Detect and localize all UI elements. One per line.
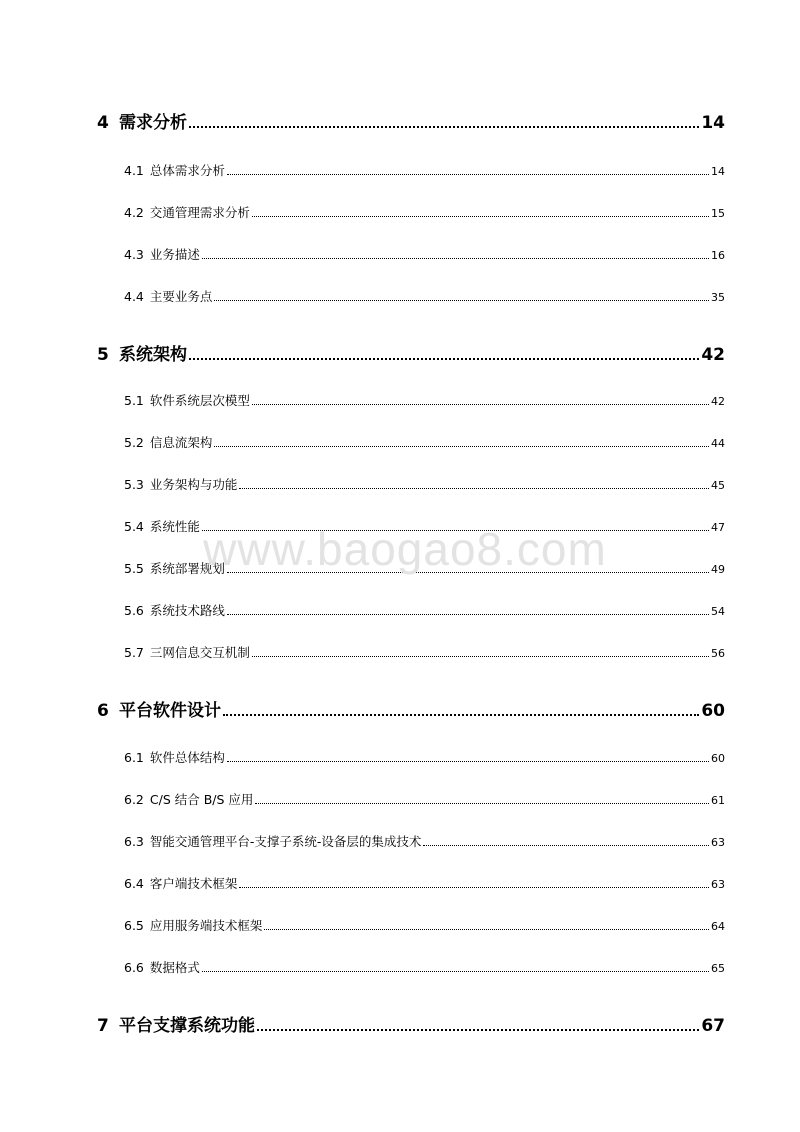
toc-entry-title: 软件总体结构 xyxy=(149,750,225,765)
toc-entry-title: 三网信息交互机制 xyxy=(149,645,250,660)
toc-entry-page-number: 60 xyxy=(701,701,725,721)
dot-leader xyxy=(227,572,709,573)
toc-entry-page-number: 64 xyxy=(711,920,725,933)
dot-leader xyxy=(257,1029,699,1031)
toc-section-entry[interactable] xyxy=(124,874,725,892)
toc-section-entry[interactable] xyxy=(124,433,725,451)
toc-entry-number: 6.4 xyxy=(124,876,144,891)
toc-entry-number: 6.3 xyxy=(124,834,144,849)
toc-section-entry[interactable] xyxy=(124,790,725,808)
toc-section-entry[interactable] xyxy=(124,643,725,661)
toc-entry-title: 业务描述 xyxy=(149,247,200,262)
toc-entry-title: 总体需求分析 xyxy=(149,163,225,178)
toc-entry-title: 系统部署规划 xyxy=(149,561,225,576)
toc-section-entry[interactable] xyxy=(124,203,725,221)
toc-entry-title: 数据格式 xyxy=(149,960,200,975)
toc-entry-number: 7 xyxy=(97,1016,109,1036)
toc-entry-page-number: 61 xyxy=(711,794,725,807)
toc-entry-title: 系统技术路线 xyxy=(149,603,225,618)
toc-section-entry[interactable] xyxy=(124,391,725,409)
toc-section-entry[interactable] xyxy=(124,475,725,493)
toc-entry-title: 系统性能 xyxy=(149,519,200,534)
dot-leader xyxy=(189,358,699,360)
dot-leader xyxy=(252,216,709,217)
toc-entry-number: 6.1 xyxy=(124,750,144,765)
toc-entry-title: 需求分析 xyxy=(119,113,187,133)
watermark: www.baogao8.com xyxy=(203,523,607,575)
toc-entry-page-number: 45 xyxy=(711,479,725,492)
toc-entry-title: 软件系统层次模型 xyxy=(149,393,250,408)
toc-entry-title: C/S 结合 B/S 应用 xyxy=(149,792,254,807)
toc-chapter-entry[interactable] xyxy=(97,340,725,365)
toc-section-entry[interactable] xyxy=(124,287,725,305)
toc-entry-title: 智能交通管理平台-支撑子系统-设备层的集成技术 xyxy=(149,834,422,849)
toc-section-entry[interactable] xyxy=(124,832,725,850)
dot-leader xyxy=(227,174,709,175)
toc-entry-page-number: 60 xyxy=(711,752,725,765)
toc-entry-number: 4 xyxy=(97,113,109,133)
toc-section-entry[interactable] xyxy=(124,601,725,619)
toc-entry-page-number: 67 xyxy=(701,1016,725,1036)
dot-leader xyxy=(264,929,709,930)
toc-entry-number: 6.5 xyxy=(124,918,144,933)
dot-leader xyxy=(202,971,709,972)
toc-entry-title: 应用服务端技术框架 xyxy=(149,918,263,933)
toc-entry-number: 4.4 xyxy=(124,289,144,304)
dot-leader xyxy=(423,845,709,846)
toc-entry-title: 交通管理需求分析 xyxy=(149,205,250,220)
toc-entry-page-number: 56 xyxy=(711,647,725,660)
toc-entry-number: 5 xyxy=(97,345,109,365)
toc-entry-number: 6 xyxy=(97,701,109,721)
toc-entry-page-number: 49 xyxy=(711,563,725,576)
toc-entry-page-number: 65 xyxy=(711,962,725,975)
toc-entry-number: 5.7 xyxy=(124,645,144,660)
toc-entry-page-number: 16 xyxy=(711,249,725,262)
toc-entry-page-number: 15 xyxy=(711,207,725,220)
toc-entry-number: 5.4 xyxy=(124,519,144,534)
toc-entry-title: 平台支撑系统功能 xyxy=(119,1016,255,1036)
dot-leader xyxy=(223,714,699,716)
toc-entry-page-number: 14 xyxy=(701,113,725,133)
dot-leader xyxy=(239,488,709,489)
toc-entry-number: 6.6 xyxy=(124,960,144,975)
toc-entry-title: 业务架构与功能 xyxy=(149,477,238,492)
toc-section-entry[interactable] xyxy=(124,161,725,179)
dot-leader xyxy=(214,300,709,301)
toc-section-entry[interactable] xyxy=(124,245,725,263)
toc-entry-page-number: 63 xyxy=(711,878,725,891)
toc-chapter-entry[interactable] xyxy=(97,696,725,721)
toc-entry-page-number: 54 xyxy=(711,605,725,618)
dot-leader xyxy=(214,446,709,447)
toc-entry-number: 5.5 xyxy=(124,561,144,576)
dot-leader xyxy=(252,404,709,405)
toc-entry-number: 5.3 xyxy=(124,477,144,492)
toc-entry-number: 4.3 xyxy=(124,247,144,262)
toc-entry-number: 5.2 xyxy=(124,435,144,450)
toc-entry-number: 6.2 xyxy=(124,792,144,807)
dot-leader xyxy=(189,126,699,128)
toc-entry-number: 4.2 xyxy=(124,205,144,220)
toc-entry-title: 信息流架构 xyxy=(149,435,213,450)
toc-entry-number: 5.6 xyxy=(124,603,144,618)
toc-entry-page-number: 42 xyxy=(711,395,725,408)
toc-entry-page-number: 44 xyxy=(711,437,725,450)
toc-entry-page-number: 14 xyxy=(711,165,725,178)
dot-leader xyxy=(252,656,709,657)
toc-entry-title: 主要业务点 xyxy=(149,289,213,304)
dot-leader xyxy=(202,530,709,531)
toc-chapter-entry[interactable] xyxy=(97,108,725,133)
toc-chapter-entry[interactable] xyxy=(97,1011,725,1036)
toc-section-entry[interactable] xyxy=(124,916,725,934)
toc-entry-number: 4.1 xyxy=(124,163,144,178)
toc-section-entry[interactable] xyxy=(124,958,725,976)
dot-leader xyxy=(255,803,709,804)
toc-entry-title: 平台软件设计 xyxy=(119,701,221,721)
toc-entry-page-number: 42 xyxy=(701,345,725,365)
toc-entry-number: 5.1 xyxy=(124,393,144,408)
toc-section-entry[interactable] xyxy=(124,748,725,766)
dot-leader xyxy=(239,887,709,888)
toc-entry-page-number: 47 xyxy=(711,521,725,534)
toc-section-entry[interactable] xyxy=(124,517,725,535)
toc-entry-page-number: 35 xyxy=(711,291,725,304)
toc-entry-title: 客户端技术框架 xyxy=(149,876,238,891)
dot-leader xyxy=(227,614,709,615)
dot-leader xyxy=(202,258,709,259)
toc-entry-page-number: 63 xyxy=(711,836,725,849)
dot-leader xyxy=(227,761,709,762)
toc-entry-title: 系统架构 xyxy=(119,345,187,365)
toc-section-entry[interactable] xyxy=(124,559,725,577)
